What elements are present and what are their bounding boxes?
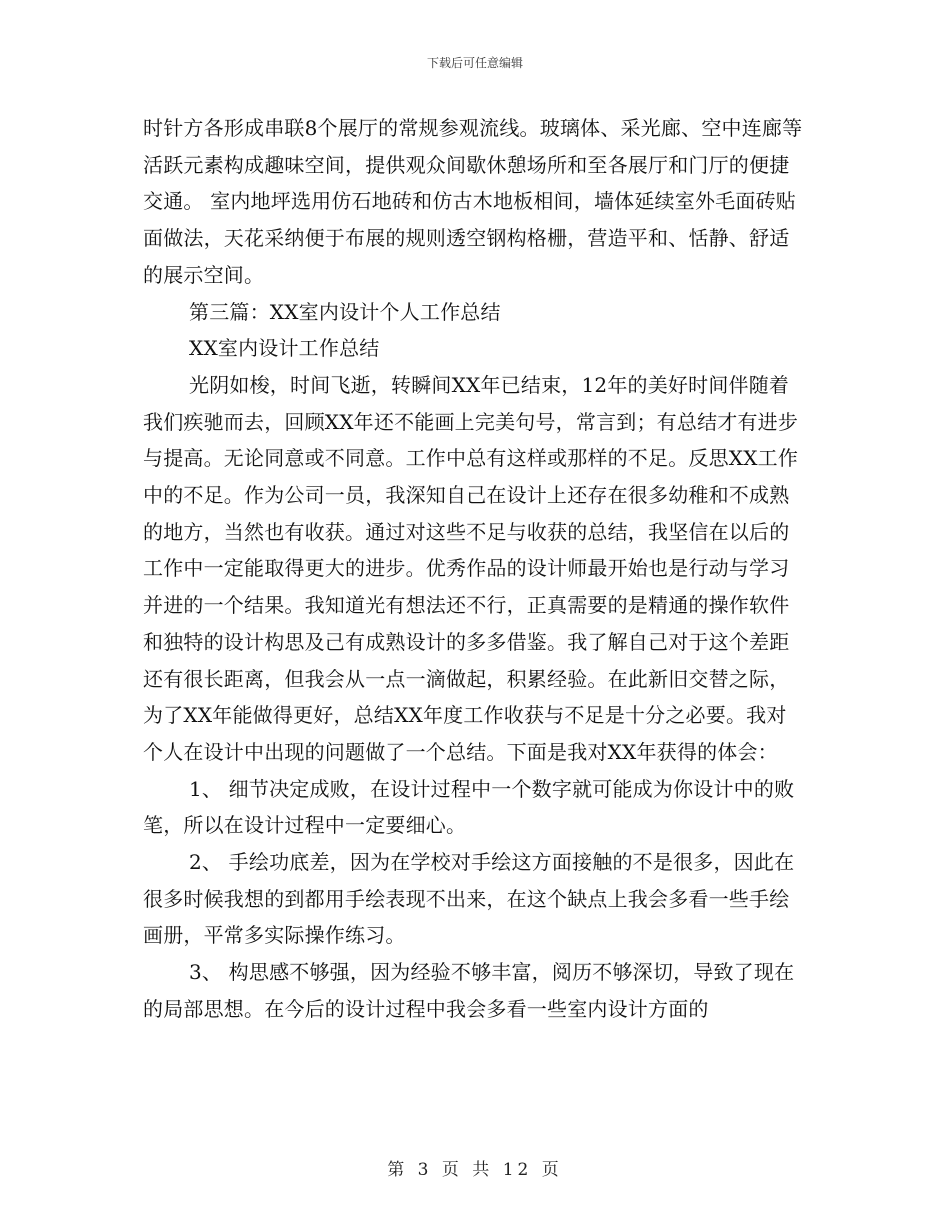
- list-item-1: 1、 细节决定成败，在设计过程中一个数字就可能成为你设计中的败笔，所以在设计过程中一定要细心。: [143, 776, 795, 838]
- list-item-2: 2、 手绘功底差，因为在学校对手绘这方面接触的不是很多，因此在很多时候我想的到都用手绘表现不出来，在这个缺点上我会多看一些手绘画册，平常多实际操作练习。: [143, 850, 795, 948]
- document-body: [143, 110, 803, 1028]
- list-item-3: 3、 构思感不够强，因为经验不够丰富，阅历不够深切，导致了现在的局部思想。在今后的设计过程中我会多看一些室内设计方面的: [143, 960, 795, 1021]
- page-header: 下载后可任意编辑: [426, 56, 523, 70]
- document-title: XX室内设计工作总结: [189, 336, 380, 361]
- section-heading: 第三篇：XX室内设计个人工作总结: [189, 299, 501, 324]
- paragraph-intro: 光阴如梭，时间飞逝，转瞬间XX年已结束，12年的美好时间伴随着我们疾驰而去，回顾XX年还不能画上完美句号，常言到；有总结才有进步与提高。无论同意或不同意。工作中总有这样或那样的不足。反思XX工作中的不足。作为公司一员，我深知自己在设计上还存在很多幼稚和不成熟的地方，当然也有收获。通过对这些不足与收获的总结，我坚信在以后的工作中一定能取得更大的进步。优秀作品的设计师最开始也是行动与学习并进的一个结果。我知道光有想法还不行，正真需要的是精通的操作软件和独特的设计构思及己有成熟设计的多多借鉴。我了解自己对于这个差距还有很长距离，但我会从一点一滴做起，积累经验。在此新旧交替之际，为了XX年能做得更好，总结XX年度工作收获与不足是十分之必要。我对个人在设计中出现的问题做了一个总结。下面是我对XX年获得的体会：: [143, 372, 799, 764]
- paragraph-continuation: 时针方各形成串联8个展厅的常规参观流线。玻璃体、采光廊、空中连廊等活跃元素构成趣味空间，提供观众间歇休憩场所和至各展厅和门厅的便捷交通。 室内地坪选用仿石地砖和仿古木地板相间，墙体延续室外毛面砖贴面做法，天花采纳便于布展的规则透空钢构格栅，营造平和、恬静、舒适的展示空间。: [143, 116, 803, 287]
- page-footer: 第 3 页 共 12 页: [387, 1160, 563, 1180]
